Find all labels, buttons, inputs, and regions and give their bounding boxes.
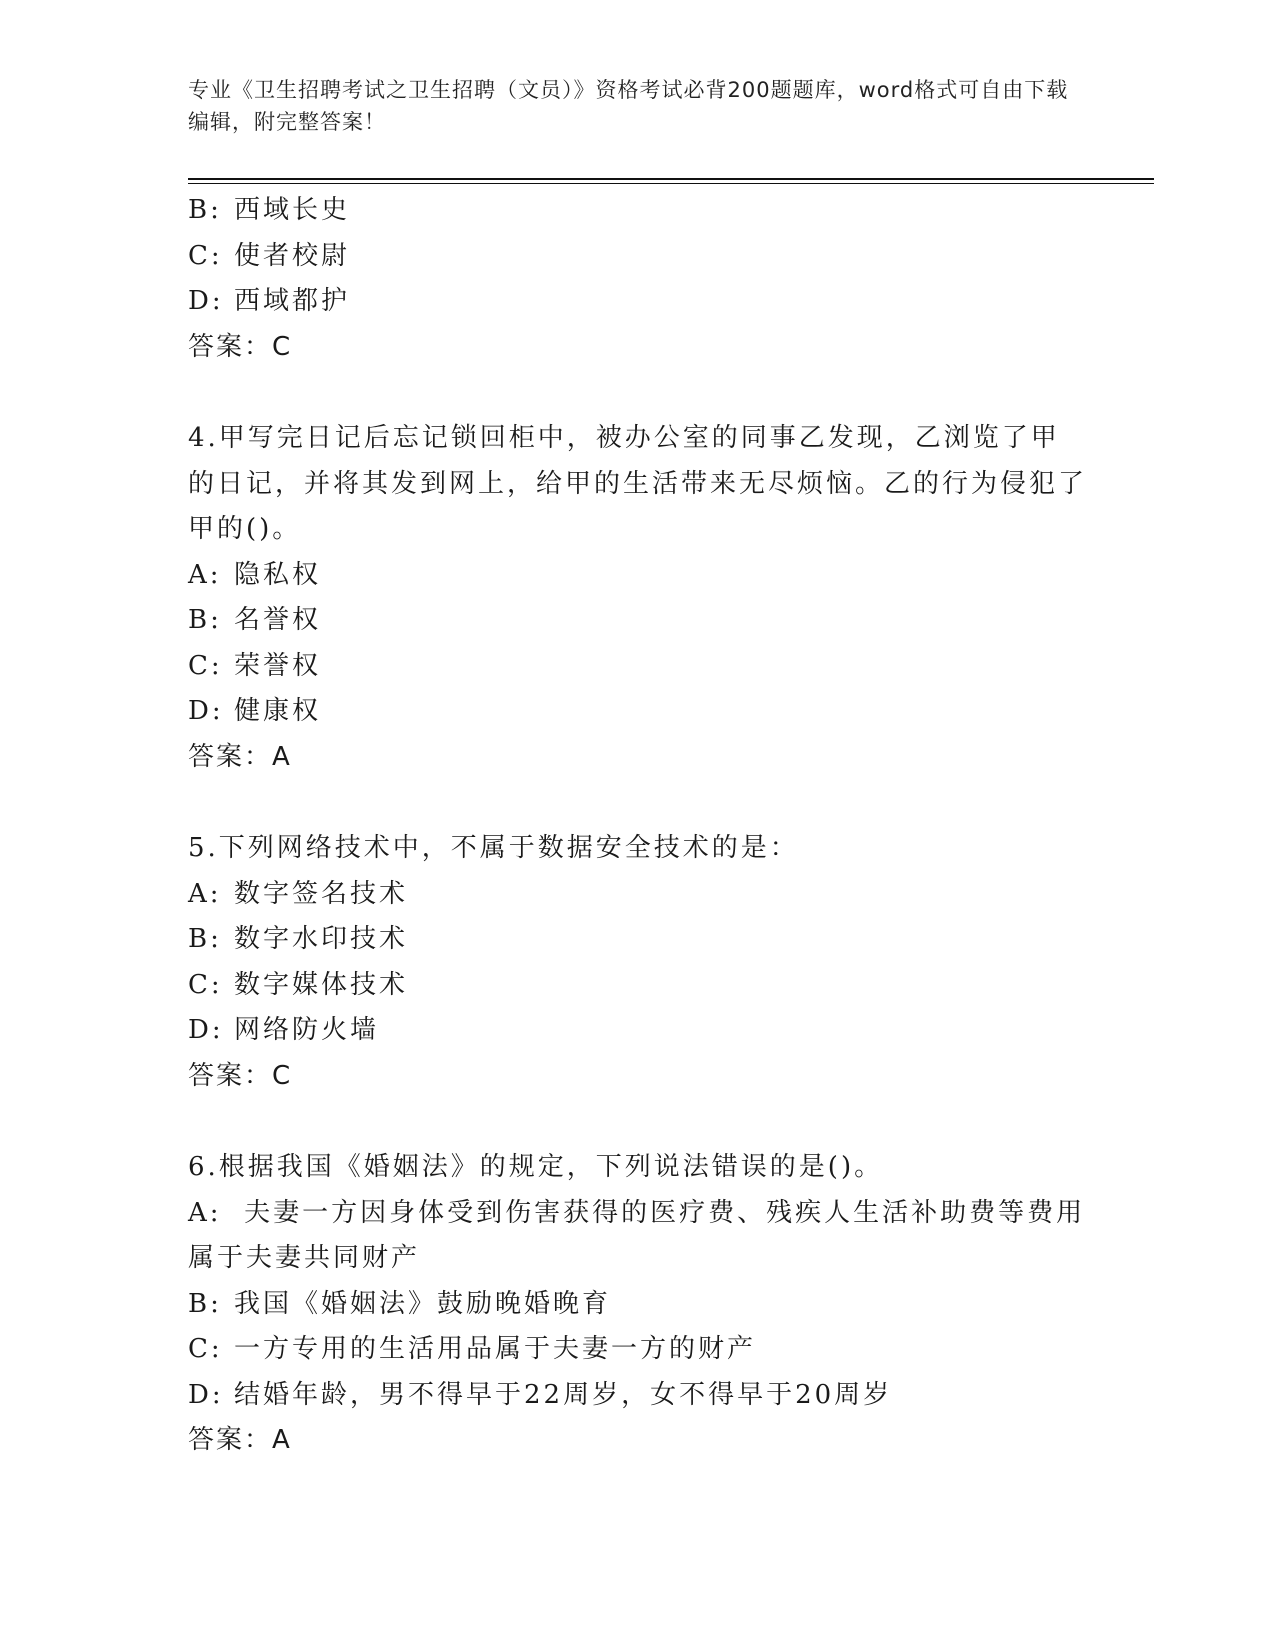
- question-block-4: [188, 416, 1088, 780]
- question-block-6: [188, 1145, 1088, 1464]
- question-fragment: [188, 188, 1088, 370]
- option-c: C: 荣誉权: [188, 650, 322, 681]
- answer-line: 答案：A: [188, 741, 292, 772]
- header-rule-thick: [188, 178, 1154, 180]
- option-a: A: 隐私权: [188, 559, 322, 590]
- answer-line: 答案：C: [188, 331, 293, 362]
- document-header: 专业《卫生招聘考试之卫生招聘（文员）》资格考试必背200题题库，word格式可自由下载编辑，附完整答案！: [188, 78, 1069, 134]
- spacer: [188, 1099, 1088, 1145]
- option-d: D: 结婚年龄，男不得早于22周岁，女不得早于20周岁: [188, 1379, 893, 1410]
- question-content: [188, 188, 1088, 1464]
- header-rule-thin: [188, 183, 1154, 184]
- answer-line: 答案：A: [188, 1425, 292, 1455]
- option-b: B: 西域长史: [188, 195, 351, 225]
- spacer: [188, 780, 1088, 826]
- question-stem: 4.甲写完日记后忘记锁回柜中，被办公室的同事乙发现，乙浏览了甲的日记，并将其发到网上，给甲的生活带来无尽烦恼。乙的行为侵犯了甲的()。: [188, 423, 1088, 544]
- option-d: D: 健康权: [188, 696, 322, 726]
- answer-line: 答案：C: [188, 1060, 293, 1091]
- option-b: B: 我国《婚姻法》鼓励晚婚晚育: [188, 1288, 612, 1319]
- option-c: C: 数字媒体技术: [188, 969, 409, 1000]
- question-stem: 5.下列网络技术中，不属于数据安全技术的是：: [188, 833, 799, 863]
- option-d: D: 网络防火墙: [188, 1015, 380, 1045]
- question-block-5: [188, 826, 1088, 1099]
- option-d: D: 西域都护: [188, 286, 351, 316]
- question-stem: 6.根据我国《婚姻法》的规定，下列说法错误的是()。: [188, 1152, 884, 1182]
- option-a: A: 数字签名技术: [188, 878, 409, 909]
- option-c: C: 使者校尉: [188, 240, 351, 271]
- option-c: C: 一方专用的生活用品属于夫妻一方的财产: [188, 1334, 757, 1364]
- option-b: B: 数字水印技术: [188, 924, 409, 954]
- option-b: B: 名誉权: [188, 605, 322, 635]
- spacer: [188, 370, 1088, 416]
- option-a: A: 夫妻一方因身体受到伤害获得的医疗费、残疾人生活补助费等费用属于夫妻共同财产: [188, 1197, 1086, 1273]
